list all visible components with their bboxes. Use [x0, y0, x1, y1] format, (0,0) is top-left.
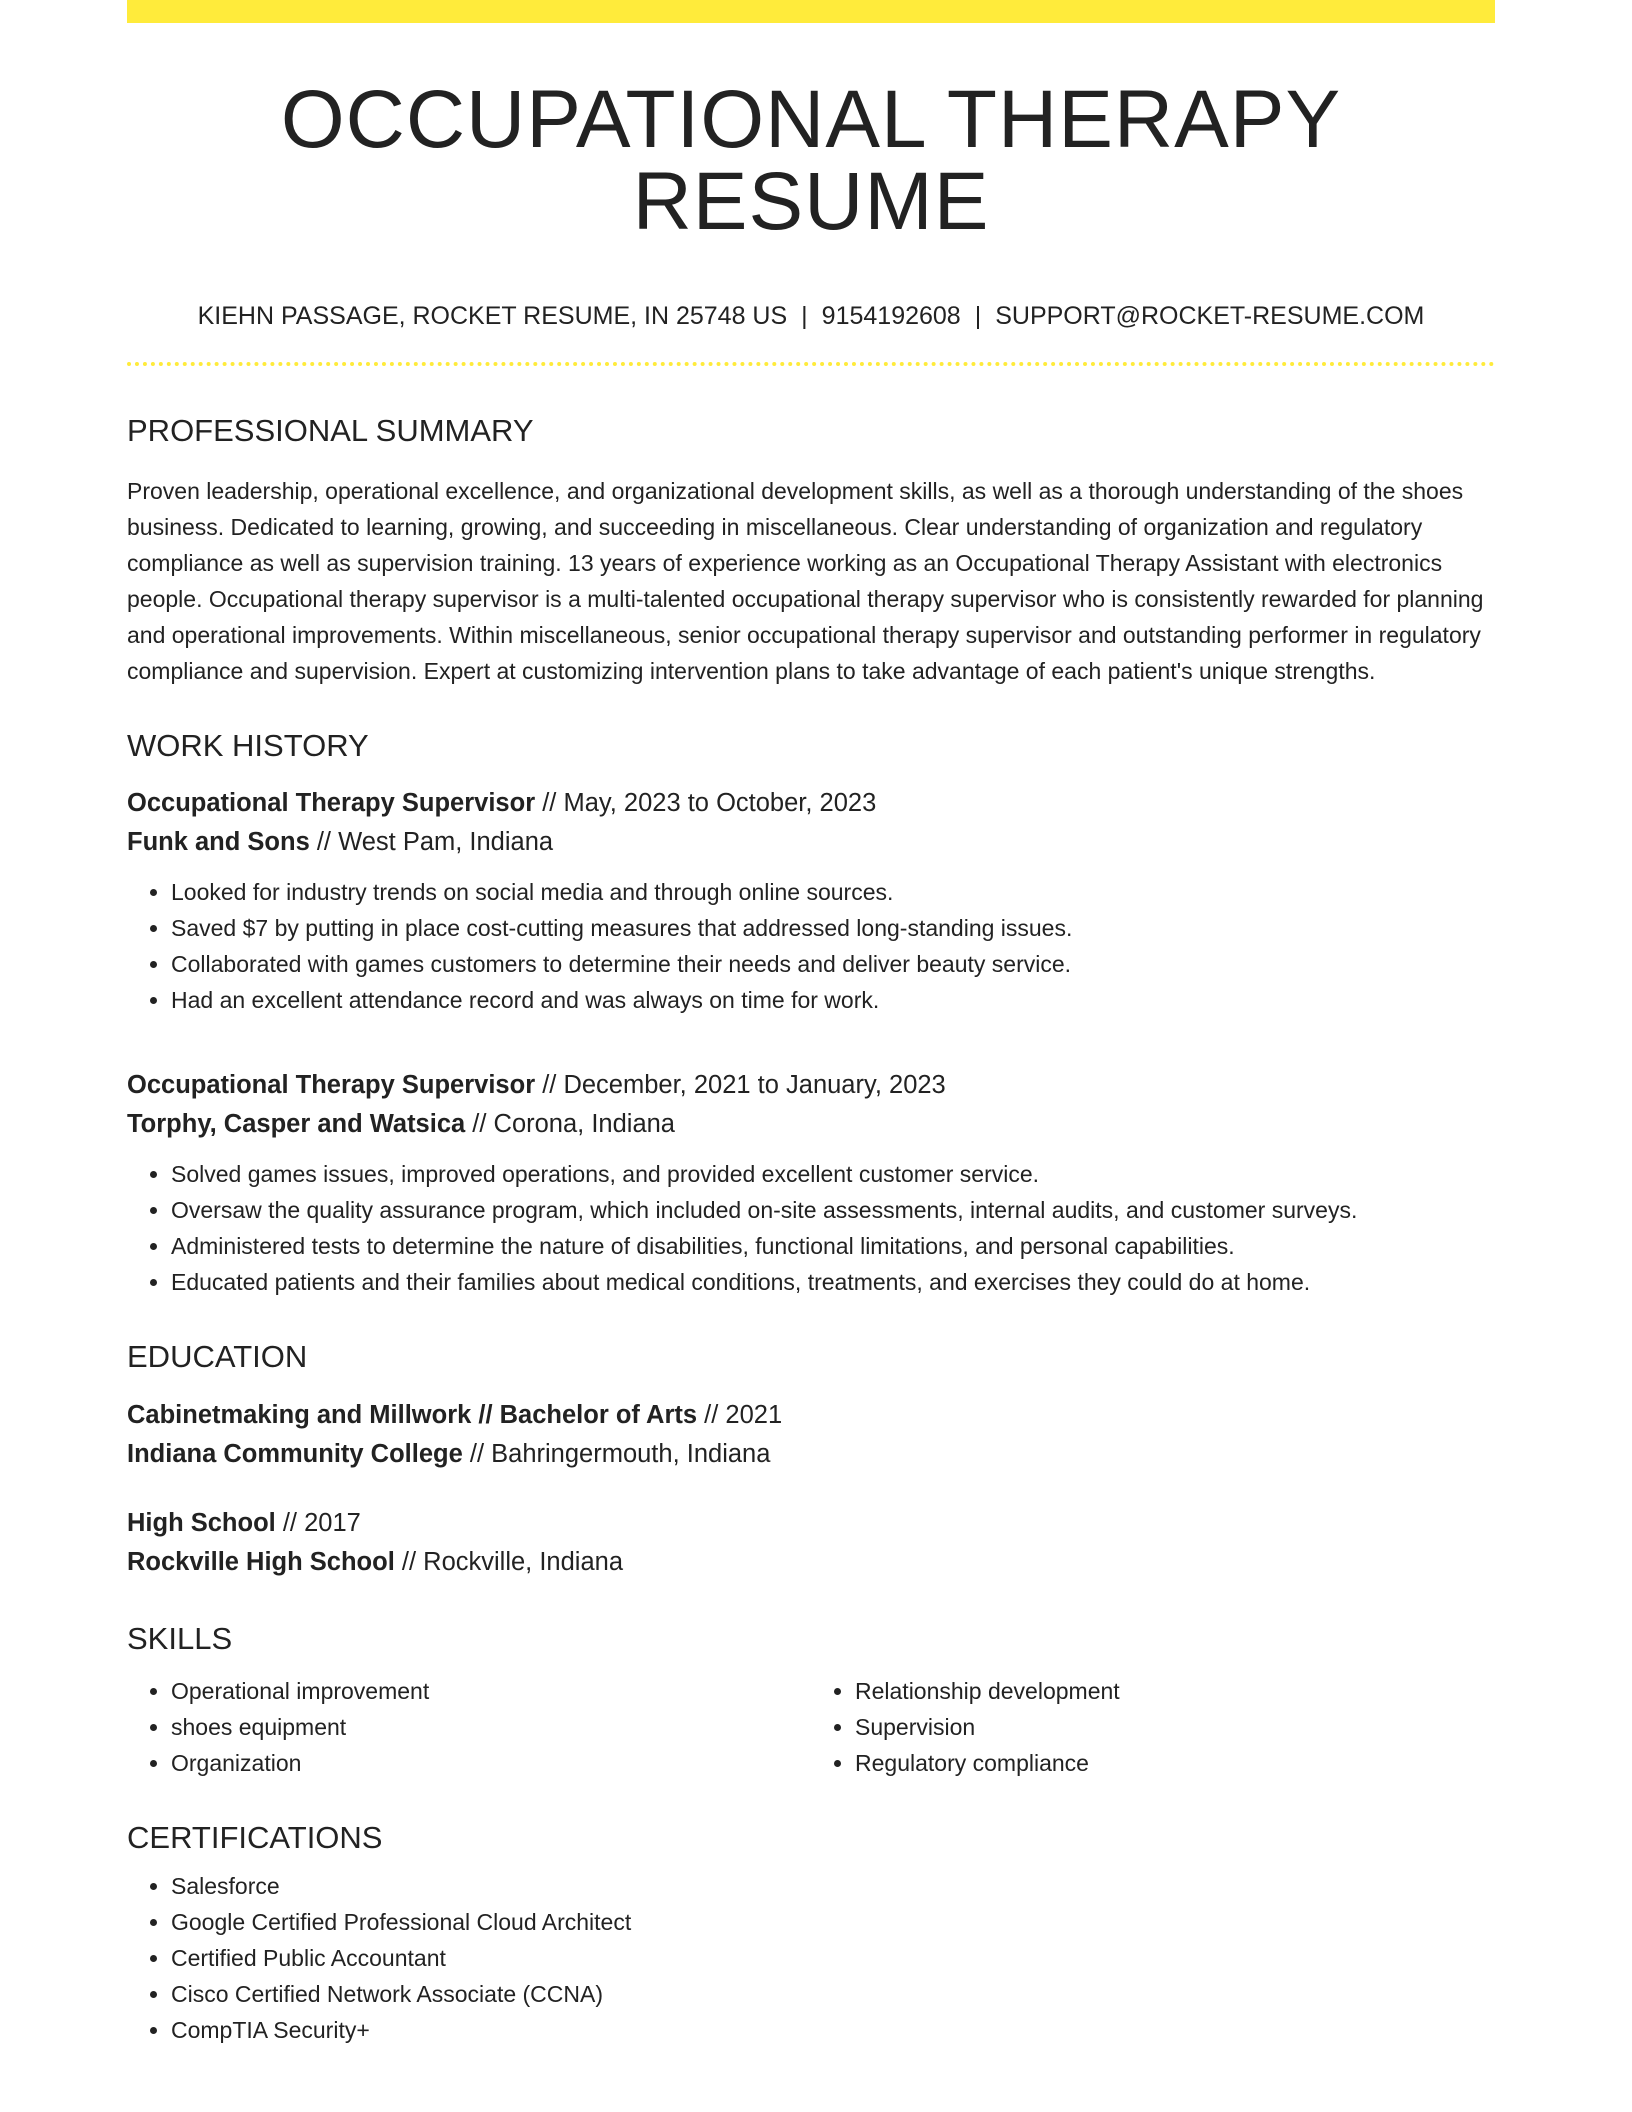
skills-list-left — [127, 1673, 811, 1781]
job-entry — [127, 784, 1495, 1018]
skill-item: • shoes equipment — [171, 1709, 811, 1745]
school-line — [127, 1435, 1495, 1474]
job-title-line — [127, 784, 1495, 823]
list-item: • Looked for industry trends on social media and through online sources. — [171, 874, 1495, 910]
certification-item: • Cisco Certified Network Associate (CCNA) — [171, 1976, 1495, 2012]
section-heading-summary: PROFESSIONAL SUMMARY — [127, 413, 534, 448]
list-item: • Administered tests to determine the nature of disabilities, functional limitations, and personal capabilities. — [171, 1228, 1495, 1264]
degree-line — [127, 1504, 1495, 1543]
certifications-section — [127, 1819, 1495, 2048]
education-entry — [127, 1504, 1495, 1582]
certifications-list — [127, 1868, 1495, 2048]
summary-text: Proven leadership, operational excellence, and organizational development skills, as well as a thorough understanding of the shoes business. Dedicated to learning, growing, and succeeding in miscellaneous. Clear understanding of organization and regulatory compliance as well as supervision training. 13 years of experience working as an Occupational Therapy Assistant with electronics people. Occupational therapy supervisor is a multi-talented occupational therapy supervisor who is consistently rewarded for planning and operational improvements. Within miscellaneous, senior occupational therapy supervisor and outstanding performer in regulatory compliance and supervision. Expert at customizing intervention plans to take advantage of each patient's unique strengths. — [127, 478, 1484, 685]
graduation-year: // 2017 — [275, 1508, 361, 1537]
skill-item: • Organization — [171, 1745, 811, 1781]
job-bullets — [127, 874, 1495, 1018]
school-location: // Bahringermouth, Indiana — [462, 1439, 771, 1468]
certification-item: • CompTIA Security+ — [171, 2012, 1495, 2048]
list-item: • Educated patients and their families about medical conditions, treatments, and exercises they could do at home. — [171, 1264, 1495, 1300]
job-dates: // May, 2023 to October, 2023 — [535, 789, 877, 818]
degree: Cabinetmaking and Millwork // Bachelor of Arts — [127, 1400, 698, 1429]
skills-section — [127, 1620, 1495, 1781]
graduation-year: // 2021 — [697, 1400, 783, 1429]
skills-list-right — [811, 1673, 1495, 1781]
separator: | — [801, 302, 808, 330]
job-company-line — [127, 823, 1495, 862]
summary-section — [127, 412, 1495, 689]
list-item: • Had an excellent attendance record and was always on time for work. — [171, 982, 1495, 1018]
school: Indiana Community College — [127, 1439, 463, 1468]
education-section — [127, 1338, 1495, 1581]
section-heading-certifications: CERTIFICATIONS — [127, 1819, 383, 1855]
section-heading-education: EDUCATION — [127, 1339, 308, 1375]
certification-item: • Salesforce — [171, 1868, 1495, 1904]
certification-item: • Certified Public Accountant — [171, 1940, 1495, 1976]
job-company: Torphy, Casper and Watsica — [127, 1110, 466, 1139]
degree: High School — [127, 1508, 276, 1537]
skill-item: • Relationship development — [855, 1673, 1495, 1709]
job-title: Occupational Therapy Supervisor — [127, 789, 536, 818]
email: SUPPORT@ROCKET-RESUME.COM — [995, 302, 1425, 330]
school: Rockville High School — [127, 1547, 395, 1576]
section-heading-work: WORK HISTORY — [127, 728, 369, 764]
job-location: // Corona, Indiana — [465, 1110, 675, 1139]
job-company-line — [127, 1105, 1495, 1144]
education-entry — [127, 1396, 1495, 1474]
resume-title: OCCUPATIONAL THERAPY RESUME — [280, 74, 1342, 247]
dotted-divider — [127, 362, 1495, 366]
section-heading-skills: SKILLS — [127, 1620, 233, 1656]
skill-item: • Regulatory compliance — [855, 1745, 1495, 1781]
skill-item: • Operational improvement — [171, 1673, 811, 1709]
job-location: // West Pam, Indiana — [309, 828, 554, 857]
skills-columns — [127, 1673, 1495, 1781]
work-history-section — [127, 727, 1495, 1300]
resume-page — [127, 0, 1495, 2048]
separator: | — [974, 302, 982, 330]
certification-item: • Google Certified Professional Cloud Architect — [171, 1904, 1495, 1940]
contact-line — [127, 301, 1495, 331]
school-line — [127, 1543, 1495, 1582]
phone: 9154192608 — [821, 302, 961, 330]
list-item: • Oversaw the quality assurance program, which included on-site assessments, internal audits, and customer surveys. — [171, 1192, 1495, 1228]
list-item: • Saved $7 by putting in place cost-cutting measures that addressed long-standing issues. — [171, 910, 1495, 946]
list-item: • Collaborated with games customers to determine their needs and deliver beauty service. — [171, 946, 1495, 982]
job-title-line — [127, 1066, 1495, 1105]
job-title: Occupational Therapy Supervisor — [127, 1071, 536, 1100]
list-item: • Solved games issues, improved operations, and provided excellent customer service. — [171, 1156, 1495, 1192]
job-bullets — [127, 1156, 1495, 1300]
job-company: Funk and Sons — [127, 828, 310, 857]
top-accent-bar — [127, 0, 1495, 23]
job-entry — [127, 1066, 1495, 1300]
school-location: // Rockville, Indiana — [394, 1547, 624, 1576]
job-dates: // December, 2021 to January, 2023 — [535, 1071, 946, 1100]
address: KIEHN PASSAGE, ROCKET RESUME, IN 25748 US — [197, 302, 788, 330]
skill-item: • Supervision — [855, 1709, 1495, 1745]
degree-line — [127, 1396, 1495, 1435]
